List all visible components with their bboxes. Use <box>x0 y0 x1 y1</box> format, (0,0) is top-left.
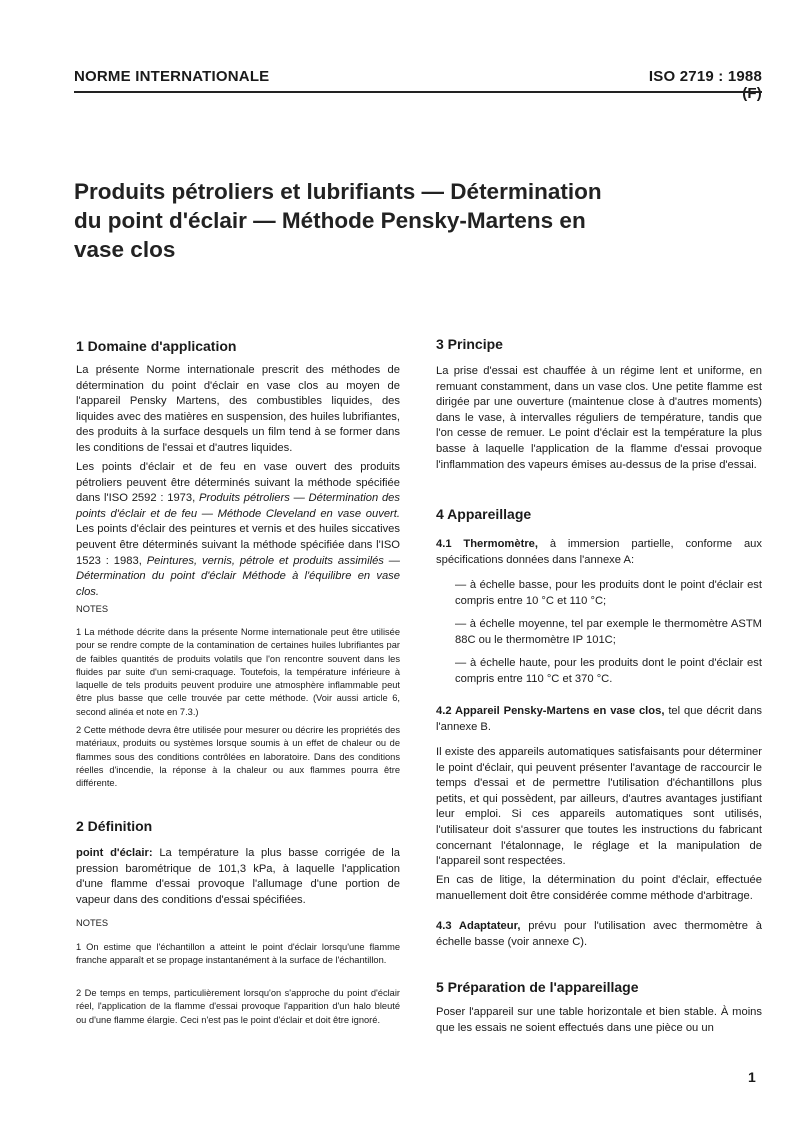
header-rule <box>74 91 762 93</box>
p2-text-a: Les points d'éclair et de feu en vase ouvert des produits pétroliers peuvent être déterminés suivant la méthode spécifiée dans l'ISO 2592 : 1973, <box>76 461 400 505</box>
section-3-heading: 3 Principe <box>436 336 503 352</box>
document-number: ISO 2719 : 1988 (F) <box>648 68 762 102</box>
definition-text: La température la plus basse corrigée de la pression barométrique de 101,3 kPa, à laquelle l'application d'une flamme d'essai provoque l'allumage d'une portion de vapeur dans des conditions d'essai spécifiées. <box>76 847 400 906</box>
page-number: 1 <box>748 1069 756 1085</box>
section-2-note-2: 2 De temps en temps, particulièrement lorsqu'on s'approche du point d'éclair réel, l'application de la flamme d'essai provoque l'apparition d'un halo bleuté ou d'une flamme élargie. Ceci n'est pas le point d'éclair et doit être ignoré. <box>76 988 400 1025</box>
clause-4-2 <box>436 704 762 735</box>
p2-reference-a: Produits pétroliers — Détermination des points d'éclair et de feu — Méthode Cleveland en vase ouvert. <box>76 492 400 520</box>
document-title <box>74 177 734 264</box>
section-1-note-1: 1 La méthode décrite dans la présente Norme internationale peut être utilisée pour se rendre compte de la contamination de certaines huiles lubrifiantes par de faibles quantités de produits volatils que l'on rencontre souvent dans les fluides par suite d'un semi-craquage. Toutefois, la température inférieure à laquelle de tels produits peuvent produire une atmosphère inflammable peut être plus basse que celle trouvée par cette méthode. (Voir aussi article 6, second alinéa et note en 7.3.) <box>76 627 400 717</box>
clause-4-2-arbitration: En cas de litige, la détermination du point d'éclair, effectuée manuellement doit être considérée comme méthode d'arbitrage. <box>436 874 762 902</box>
title-line-2: du point d'éclair — Méthode Pensky-Martens en <box>74 208 586 233</box>
section-3-paragraph: La prise d'essai est chauffée à un régime lent et uniforme, en remuant constamment, dans un vase clos. Une petite flamme est dirigée par une ouverture (maintenue close à d'autres moments) dans le vase, à intervalles réguliers de température, tandis que l'on cesse de remuer. Le point d'éclair est la température la plus basse à laquelle l'application de la flamme d'essai provoque l'inflammation des vapeurs émises au-dessus de la prise d'essai. <box>436 365 762 471</box>
clause-4-3 <box>436 919 762 950</box>
p2-reference-b: Peintures, vernis, pétrole et produits assimilés — Détermination du point d'éclair Méthode à l'équilibre en vase clos. <box>76 554 400 598</box>
section-1-paragraph-2 <box>76 460 400 600</box>
section-1-heading: 1 Domaine d'application <box>76 338 237 354</box>
defined-term: point d'éclair: <box>76 847 153 859</box>
title-line-3: vase clos <box>74 237 176 262</box>
section-2-heading: 2 Définition <box>76 818 153 834</box>
section-1-note-2: 2 Cette méthode devra être utilisée pour mesurer ou décrire les propriétés des matériaux, produits ou systèmes lorsque soumis à un effet de chaleur ou de flammes sous des conditions contrôlées en laboratoire. Dans des conditions réelles d'incendie, la réponse à la chaleur ou aux flammes pourra être différente. <box>76 725 400 789</box>
section-5-heading: 5 Préparation de l'appareillage <box>436 979 639 995</box>
clause-4-3-text: prévu pour l'utilisation avec thermomètre à échelle basse (voir annexe C). <box>436 920 762 948</box>
section-2-notes-label: NOTES <box>76 918 109 928</box>
list-item-high-scale: — à échelle haute, pour les produits dont le point d'éclair est compris entre 110 °C et 370 °C. <box>455 657 762 685</box>
section-2-note-1: 1 On estime que l'échantillon a atteint le point d'éclair lorsqu'une flamme franche apparaît et se propage instantanément à la surface de l'échantillon. <box>76 942 400 966</box>
clause-4-1 <box>436 537 762 568</box>
title-line-1: Produits pétroliers et lubrifiants — Détermination <box>74 179 602 204</box>
section-1-paragraph-1: La présente Norme internationale prescrit des méthodes de détermination du point d'éclair en vase clos au moyen de l'appareil Pensky Martens, des combustibles liquides, des liquides avec des matières en suspension, des huiles lubrifiantes, des produits à la surface desquels un film tend à se former dans les conditions de l'essai et d'autres liquides. <box>76 364 401 454</box>
section-2-definition <box>76 846 400 908</box>
clause-4-2-label: 4.2 Appareil Pensky-Martens en vase clos, <box>436 705 665 717</box>
clause-4-2-text: tel que décrit dans l'annexe B. <box>436 705 763 733</box>
clause-4-2-automatic-apparatus: Il existe des appareils automatiques satisfaisants pour déterminer le point d'éclair, qui peuvent présenter l'avantage de raccourcir le temps d'essai et de permettre l'utilisation d'échantillons plus petits, et qui possèdent, par ailleurs, d'autres avantages justifiant leur emploi. Si ces appareils automatiques sont utilisés, l'utilisateur doit s'assurer que toutes les instructions du fabricant concernant l'étalonnage, le réglage et la manipulation de l'appareil sont respectées. <box>436 746 762 868</box>
p2-text-b: Les points d'éclair des peintures et vernis et des huiles siccatives peuvent être déterminés suivant la méthode spécifiée dans l'ISO 1523 : 1983, <box>76 523 400 567</box>
list-item-medium-scale: — à échelle moyenne, tel par exemple le thermomètre ASTM 88C ou le thermomètre IP 101C; <box>455 618 762 646</box>
list-item-low-scale: — à échelle basse, pour les produits dont le point d'éclair est compris entre 10 °C et 110 °C; <box>455 579 762 607</box>
clause-4-1-label: 4.1 Thermomètre, <box>436 538 538 550</box>
section-4-heading: 4 Appareillage <box>436 506 532 522</box>
clause-4-1-text: à immersion partielle, conforme aux spécifications données dans l'annexe A: <box>436 538 762 566</box>
document-series-label: NORME INTERNATIONALE <box>74 68 270 85</box>
clause-4-3-label: 4.3 Adaptateur, <box>436 920 521 932</box>
section-5-paragraph: Poser l'appareil sur une table horizontale et bien stable. À moins que les essais ne soient effectués dans une pièce ou un <box>436 1006 762 1034</box>
section-1-notes-label: NOTES <box>76 604 109 614</box>
